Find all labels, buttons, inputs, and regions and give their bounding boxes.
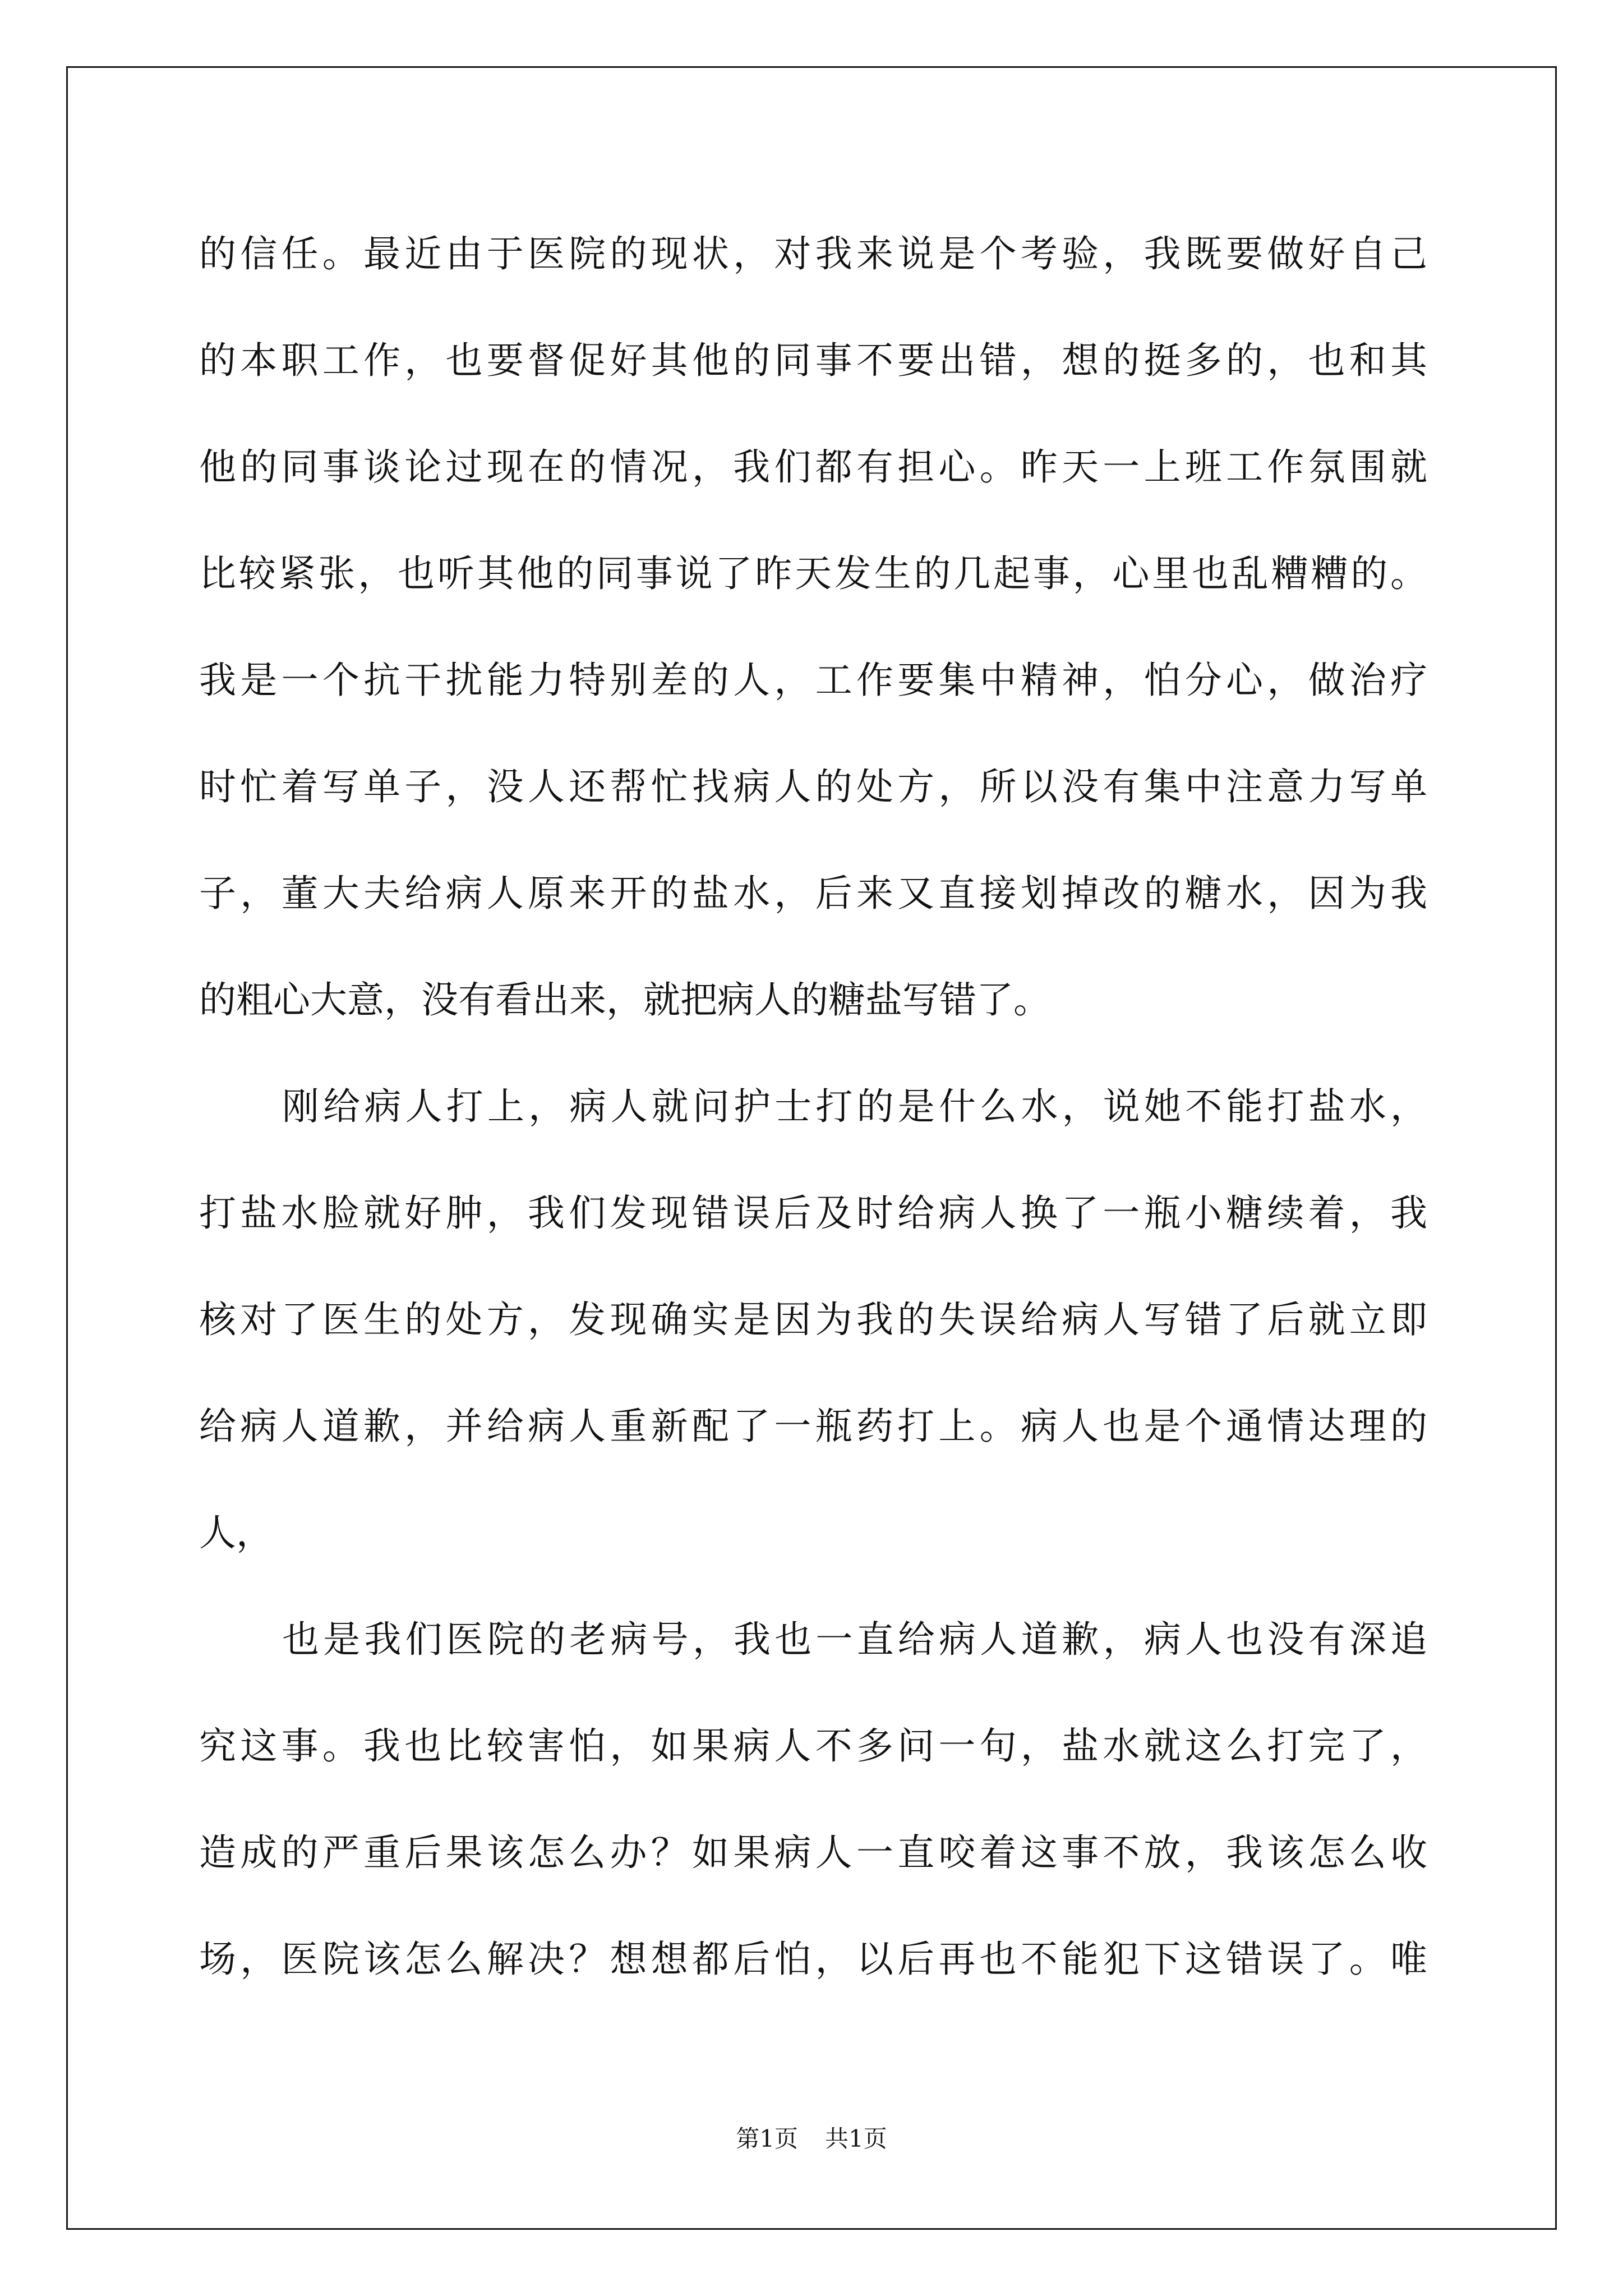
text-line: 的信任。最近由于医院的现状，对我来说是个考验，我既要做好自己 <box>199 232 1427 275</box>
text-line: 给病人道歉，并给病人重新配了一瓶药打上。病人也是个通情达理的 <box>199 1405 1427 1448</box>
document-body <box>199 201 1427 2013</box>
text-line: 核对了医生的处方，发现确实是因为我的失误给病人写错了后就立即 <box>199 1298 1427 1341</box>
page-total: 共1页 <box>825 2125 887 2152</box>
text-line: 的粗心大意，没有看出来，就把病人的糖盐写错了。 <box>199 978 1050 1022</box>
text-line: 造成的严重后果该怎么办？如果病人一直咬着这事不放，我该怎么收 <box>199 1831 1427 1874</box>
text-line: 也是我们医院的老病号，我也一直给病人道歉，病人也没有深追 <box>282 1618 1427 1661</box>
text-line: 时忙着写单子，没人还帮忙找病人的处方，所以没有集中注意力写单 <box>199 765 1427 808</box>
text-line: 我是一个抗干扰能力特别差的人，工作要集中精神，怕分心，做治疗 <box>199 659 1427 702</box>
text-line: 比较紧张，也听其他的同事说了昨天发生的几起事，心里也乱糟糟的。 <box>199 552 1427 595</box>
text-line: 场，医院该怎么解决？想想都后怕，以后再也不能犯下这错误了。唯 <box>199 1938 1427 1981</box>
paragraph-3 <box>199 1586 1427 2013</box>
text-line: 人， <box>199 1511 273 1554</box>
text-line: 刚给病人打上，病人就问护士打的是什么水，说她不能打盐水， <box>282 1085 1427 1128</box>
paragraph-1 <box>199 201 1427 1053</box>
text-line: 子，董大夫给病人原来开的盐水，后来又直接划掉改的糖水，因为我 <box>199 872 1427 915</box>
page-footer <box>0 2120 1623 2154</box>
page-number: 第1页 <box>736 2125 798 2152</box>
text-line: 究这事。我也比较害怕，如果病人不多问一句，盐水就这么打完了， <box>199 1724 1427 1768</box>
text-line: 打盐水脸就好肿，我们发现错误后及时给病人换了一瓶小糖续着，我 <box>199 1191 1427 1235</box>
paragraph-2 <box>199 1053 1427 1586</box>
text-line: 他的同事谈论过现在的情况，我们都有担心。昨天一上班工作氛围就 <box>199 445 1427 489</box>
text-line: 的本职工作，也要督促好其他的同事不要出错，想的挺多的，也和其 <box>199 339 1427 382</box>
